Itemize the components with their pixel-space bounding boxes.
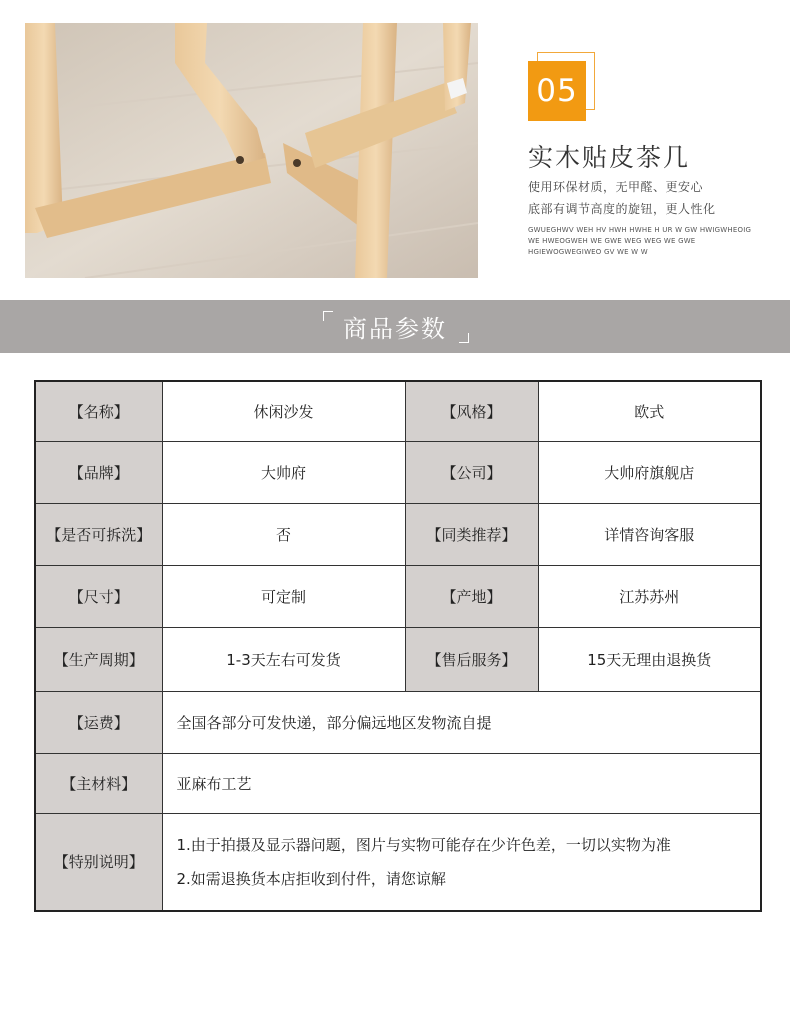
param-label: 【尺寸】 [35,565,162,627]
table-row [35,627,761,691]
feature-desc-line2: 底部有调节高度的旋钮，更人性化 [528,202,716,216]
param-value: 详情咨询客服 [538,503,761,565]
table-row [35,381,761,441]
feature-desc-line1: 使用环保材质，无甲醛、更安心 [528,180,704,194]
param-label: 【产地】 [405,565,538,627]
param-label: 【主材料】 [35,753,162,813]
param-value: 可定制 [162,565,405,627]
param-label: 【品牌】 [35,441,162,503]
table-row [35,503,761,565]
table-row [35,753,761,813]
param-label: 【售后服务】 [405,627,538,691]
param-value: 全国各部分可发快递，部分偏远地区发物流自提 [162,691,761,753]
param-label: 【公司】 [405,441,538,503]
table-row [35,565,761,627]
bracket-bottom-right [459,333,469,343]
note-line-2: 2.如需退换货本店拒收到付件，请您谅解 [176,869,446,888]
product-params-table [34,380,762,912]
param-label: 【风格】 [405,381,538,441]
param-notes [162,813,761,911]
param-label: 【名称】 [35,381,162,441]
param-label: 【生产周期】 [35,627,162,691]
param-value: 15天无理由退换货 [538,627,761,691]
wooden-legs-illustration [25,23,478,278]
table-row [35,813,761,911]
param-value: 休闲沙发 [162,381,405,441]
param-value: 大帅府 [162,441,405,503]
param-value: 1-3天左右可发货 [162,627,405,691]
table-row [35,691,761,753]
param-label: 【特别说明】 [35,813,162,911]
section-header-band [0,300,790,353]
table-row [35,441,761,503]
param-value: 江苏苏州 [538,565,761,627]
param-label: 【是否可拆洗】 [35,503,162,565]
param-value: 大帅府旗舰店 [538,441,761,503]
feature-english-filler: GWUEGHWV WEH HV HWH HWHE H UR W GW HWIGWHEOIG WE HWEOGWEH WE GWE WEG WEG WE GWE HGIEWOGWEGIWEO GV WE W W [528,226,752,256]
param-value: 亚麻布工艺 [162,753,761,813]
param-value: 欧式 [538,381,761,441]
param-label: 【运费】 [35,691,162,753]
section-title: 商品参数 [343,315,447,343]
feature-title: 实木贴皮茶几 [528,143,691,172]
param-label: 【同类推荐】 [405,503,538,565]
feature-number-badge: 05 [528,61,586,121]
note-line-1: 1.由于拍摄及显示器问题，图片与实物可能存在少许色差，一切以实物为准 [176,835,671,854]
product-photo [25,23,478,278]
param-value: 否 [162,503,405,565]
